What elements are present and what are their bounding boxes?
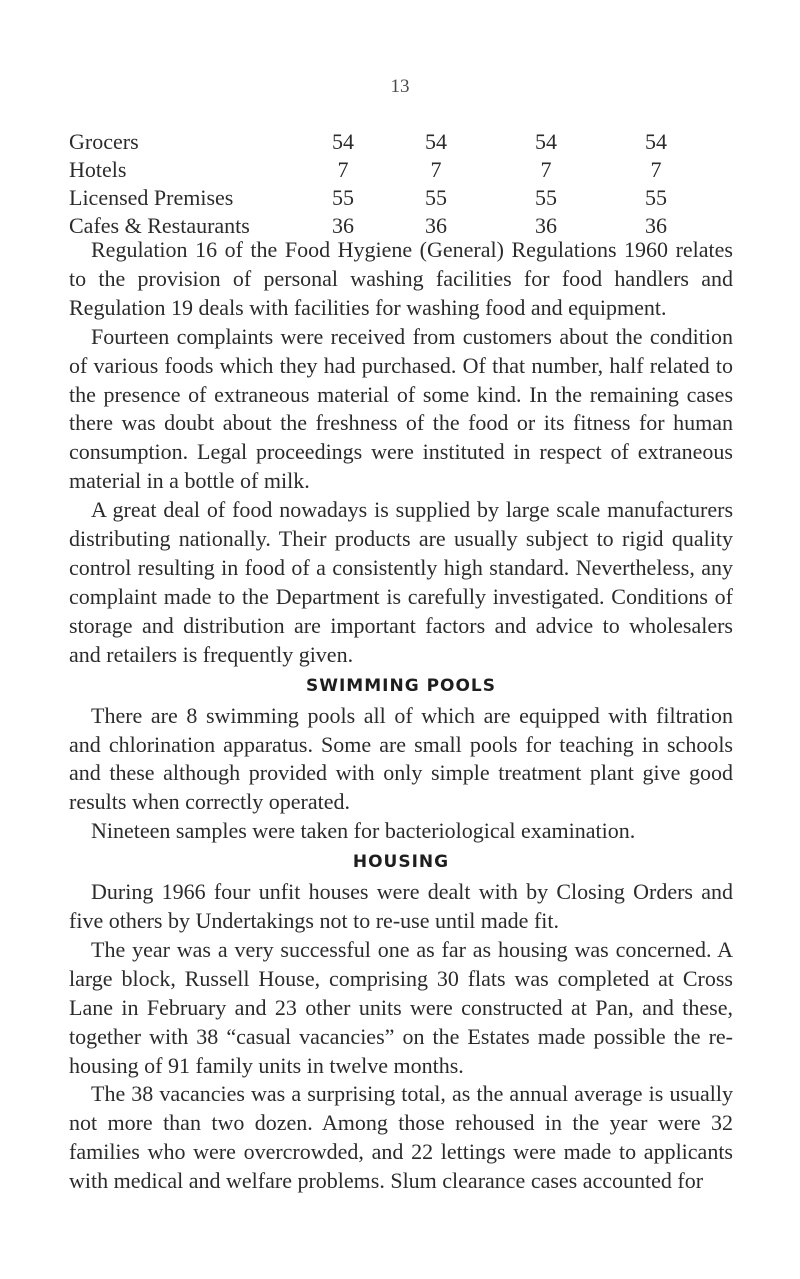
table-cell: 7: [540, 157, 552, 182]
page-number: 13: [390, 76, 410, 97]
table-cell: 54: [535, 129, 557, 154]
table-cell: 36: [535, 213, 557, 238]
table-cell: 55: [332, 185, 354, 210]
premises-table: [69, 128, 711, 240]
table-cell: 55: [425, 185, 447, 210]
paragraph: Nineteen samples were taken for bacteriological examination.: [91, 818, 636, 844]
row-label: Cafes & Restaurants: [69, 213, 250, 238]
paragraph: The 38 vacancies was a surprising total, as the annual average is usually not more than two dozen. Among those rehoused in the year were 32 families who were overcrowded, and 22 lettings were made to applicants with medical and welfare problems. Slum clearance cases accounted for: [69, 1081, 733, 1194]
body-text: [69, 236, 733, 1196]
paragraph: Regulation 16 of the Food Hygiene (General) Regulations 1960 relates to the provision of personal washing facilities for food handlers and Regulation 19 deals with facilities for washing food and equipment.: [69, 237, 733, 320]
row-label: Grocers: [69, 129, 139, 154]
table-row: [69, 128, 711, 156]
row-label: Hotels: [69, 157, 127, 182]
table-cell: 36: [425, 213, 447, 238]
paragraph: The year was a very successful one as far as housing was concerned. A large block, Russell House, comprising 30 flats was completed at Cross Lane in February and 23 other units were constructed at Pan, and these, together with 38 “casual vacancies” on the Estates made possible the re-housing of 91 family units in twelve months.: [69, 936, 733, 1078]
table-cell: 54: [645, 129, 667, 154]
table-cell: 54: [332, 129, 354, 154]
paragraph: Fourteen complaints were received from customers about the condition of various foods which they had purchased. Of that number, half related to the presence of extraneous material of some kind. In the remaining cases there was doubt about the freshness of the food or its fitness for human consumption. Legal proceedings were instituted in respect of extraneous material in a bottle of milk.: [69, 323, 733, 494]
swimming-pools-heading: SWIMMING POOLS: [305, 675, 497, 696]
table-cell: 55: [645, 185, 667, 210]
table-row: [69, 156, 711, 184]
table-row: [69, 184, 711, 212]
table-cell: 54: [425, 129, 447, 154]
table-cell: 7: [430, 157, 442, 182]
table-cell: 36: [332, 213, 354, 238]
table-cell: 55: [535, 185, 557, 210]
housing-heading: HOUSING: [352, 852, 450, 873]
table-cell: 7: [337, 157, 349, 182]
paragraph: There are 8 swimming pools all of which are equipped with filtration and chlorination apparatus. Some are small pools for teaching in schools and these although provided with only simple treatment plant give good results when correctly operated.: [69, 702, 733, 815]
paragraph: A great deal of food nowadays is supplied by large scale manufacturers distributing nationally. Their products are usually subject to rigid quality control resulting in food of a consistently high standard. Nevertheless, any complaint made to the Department is carefully investigated. Conditions of storage and distribution are important factors and advice to wholesalers and retailers is frequently given.: [69, 497, 733, 667]
table-cell: 36: [645, 213, 667, 238]
table-cell: 7: [650, 157, 662, 182]
row-label: Licensed Premises: [69, 185, 234, 210]
paragraph: During 1966 four unfit houses were dealt with by Closing Orders and five others by Undertakings not to re-use until made fit.: [69, 879, 733, 934]
